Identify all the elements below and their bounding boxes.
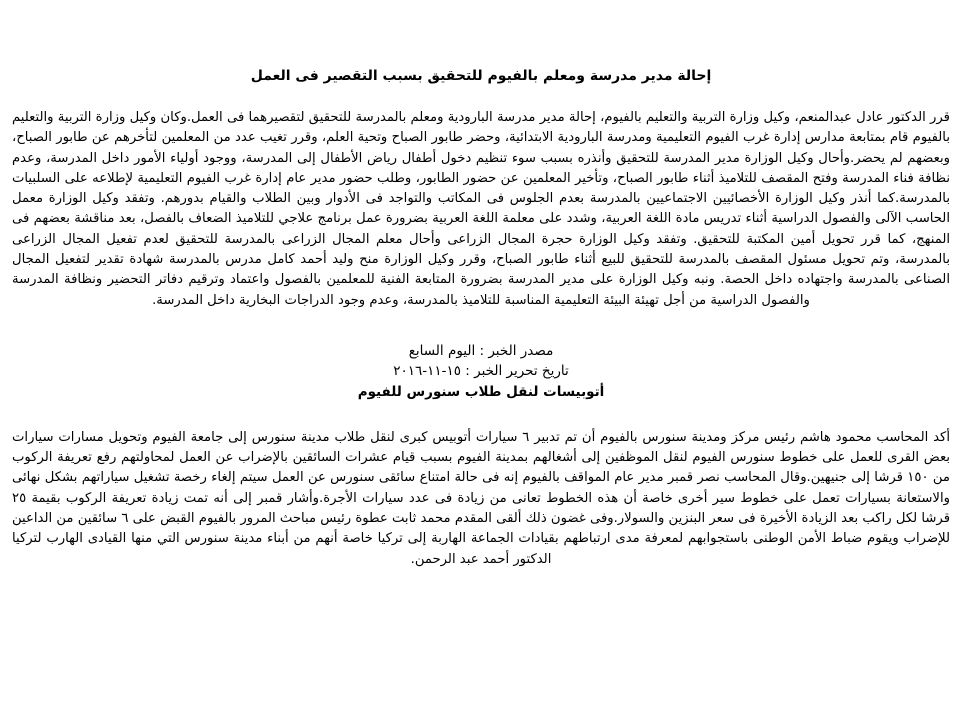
news-source: مصدر الخبر : اليوم السابع bbox=[408, 342, 554, 359]
second-article-title: أتوبيسات لنقل طلاب سنورس للفيوم bbox=[357, 383, 605, 400]
article-body: قرر الدكتور عادل عبدالمنعم، وكيل وزارة التربية والتعليم بالفيوم، إحالة مدير مدرسة البارودية ومعلم بالمدرسة للتحقيق لتقصيرهما فى العمل.وكان وكيل وزارة التربية والتعليم بالفيوم قام بمتابعة مدارس إدارة غرب الفيوم التعليمية ومدرسة البارودية الابتدائية، وحضر طابور الصباح وتحية العلم، وقرر تغيب عدد من المعلمين لتأخرهم عن طابور الصباح، وبعضهم لم يحضر.وأحال وكيل الوزارة مدير المدرسة للتحقيق وأنذره بسبب سوء تنظيم دخول أطفال رياض الأطفال إلى المدرسة، ووجود أولياء الأمور داخل المدرسة، وعدم نظافة فناء المدرسة وفتح المقصف للتلاميذ أثناء طابور الصباح، وتأخير المعلمين عن حضور الطابور، وطلب حضور مدير عام إدارة غرب الفيوم التعليمية لإطلاعه على السلبيات بالمدرسة.كما أنذر وكيل الوزارة الأخصائيين الاجتماعيين بالمدرسة بعدم الجلوس فى المكاتب والتواجد فى الأدوار وبين الطلاب والقيام بدورهم. وتفقد وكيل الوزارة معمل الحاسب الآلى والفصول الدراسية أثناء تدريس مادة اللغة العربية، وشدد على معلمة اللغة العربية بضرورة عمل برنامج علاجي للتلاميذ الضعاف بالفصل، بعد مناقشة بعضهم فى المنهج، كما قرر تحويل أمين المكتبة للتحقيق. وتفقد وكيل الوزارة حجرة المجال الزراعى وأحال معلم المجال الزراعى بالمدرسة للتحقيق لعدم تفعيل المجال الزراعى بالمدرسة، وتم تحويل مسئول المقصف بالمدرسة للتحقيق للبيع أثناء طابور الصباح، وقرر وكيل الوزارة منح وليد أحمد كامل مدرس بالمدرسة شهادة تقدير لتفعيل المجال الصناعى بالمدرسة واجتهاده داخل الحصة. ونبه وكيل الوزارة على مدير المدرسة بضرورة المتابعة الفنية للمعلمين بالفصول واعتماد وترقيم دفاتر التحضير ونظافة المدرسة والفصول الدراسية من أجل تهيئة البيئة التعليمية المناسبة للتلاميذ بالمدرسة، وعدم وجود الدراجات البخارية داخل المدرسة. bbox=[12, 110, 950, 308]
news-date: تاريخ تحرير الخبر : ١٥-١١-٢٠١٦ bbox=[393, 363, 569, 380]
second-article-body: أكد المحاسب محمود هاشم رئيس مركز ومدينة سنورس بالفيوم أن تم تدبير ٦ سيارات أتوبيس كبرى لنقل طلاب مدينة سنورس إلى جامعة الفيوم وتحويل مسارات سيارات بعض القرى للعمل على خطوط سنورس الفيوم لنقل الموظفين إلى أشغالهم بمدينة الفيوم بسبب قيام عشرات السائقين بالإضراب عن العمل لمحاولتهم رفع تعريفة الركوب من ١٥٠ قرشا إلى جنيهين.وقال المحاسب نصر قمبر مدير عام المواقف بالفيوم إنه فى حالة امتناع سائقى سنورس عن العمل سيتم إلغاء رخصة تشغيل سياراتهم بشكل نهائى والاستعانة بسيارات تعمل على خطوط سير أخرى خاصة أن هذه الخطوط تعانى من زيادة فى عدد سيارات الأجرة.وأشار قمبر إلى أنه تمت زيادة تعريفة الركوب بقيمة ٢٥ قرشا لكل راكب بعد الزيادة الأخيرة فى سعر البنزين والسولار.وفى غضون ذلك ألقى المقدم محمد ثابت عطوة رئيس مباحث المرور بالفيوم القبض على ٦ سائقين من الداعين للإضراب ويقوم ضباط الأمن الوطنى باستجوابهم لمعرفة مدى ارتباطهم بقيادات الجماعة الهاربة إلى تركيا خاصة أنهم من أبناء مدينة سنورس التي منها القيادى الهارب لتركيا الدكتور أحمد عبد الرحمن. bbox=[12, 429, 950, 567]
article-title: إحالة مدير مدرسة ومعلم بالفيوم للتحقيق بسبب التقصير فى العمل bbox=[250, 68, 712, 84]
